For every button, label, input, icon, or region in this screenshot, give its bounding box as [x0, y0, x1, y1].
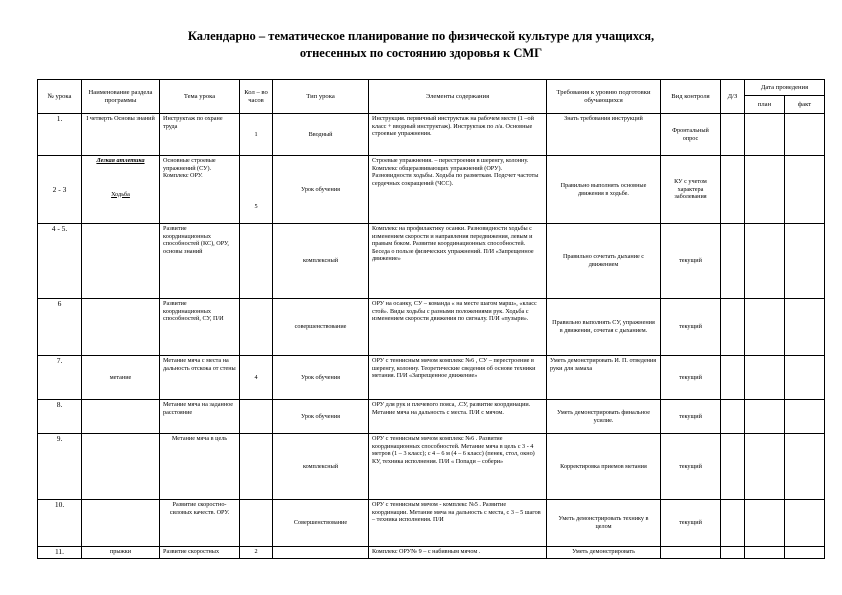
cell-elements: ОРУ с теннисным мячом - комплекс №5 . Развитие координации. Метание мяча на дальность с места, с 3 – 5 шагов – техника исполнения. П/И: [369, 500, 547, 547]
cell-plan: [745, 434, 785, 500]
document-title-line1: Календарно – тематическое планирование по физической культуре для учащихся,: [187, 29, 655, 43]
cell-fact: [785, 156, 825, 224]
table-row: [38, 114, 825, 156]
cell-topic: Развитие координационных способностей, СУ, П/И: [160, 299, 240, 356]
cell-type: [273, 547, 369, 559]
cell-control: текущий: [661, 356, 721, 400]
cell-section: метание: [82, 356, 160, 400]
header-type: Тип урока: [273, 80, 369, 114]
cell-hw: [721, 224, 745, 299]
cell-hw: [721, 434, 745, 500]
document-title-line2: отнесенных по состоянию здоровья к СМГ: [299, 46, 543, 60]
cell-fact: [785, 547, 825, 559]
cell-num: 6: [38, 299, 82, 356]
cell-elements: Строевые упражнения. – перестроения в шеренгу, колонну. Комплекс общеразвивающих упражнений (ОРУ). Разновидности ходьбы. Ходьба по разметкам. Подсчет частоты сердечных сокращений (ЧСС).: [369, 156, 547, 224]
cell-topic: Развитие скоростно-силовых качеств. ОРУ.: [160, 500, 240, 547]
cell-section: [82, 400, 160, 434]
table-row: [38, 356, 825, 400]
cell-fact: [785, 224, 825, 299]
cell-control: текущий: [661, 434, 721, 500]
cell-num: 7.: [38, 356, 82, 400]
cell-plan: [745, 500, 785, 547]
cell-hw: [721, 299, 745, 356]
cell-control: [661, 547, 721, 559]
cell-requirements: Правильно выполнять СУ, упражнения в движении, сочетая с дыханием.: [547, 299, 661, 356]
cell-plan: [745, 400, 785, 434]
cell-plan: [745, 356, 785, 400]
table-row: [38, 400, 825, 434]
cell-requirements: Правильно сочетать дыхание с движением: [547, 224, 661, 299]
cell-num: 10.: [38, 500, 82, 547]
cell-hw: [721, 156, 745, 224]
cell-section: [82, 500, 160, 547]
cell-requirements: Знать требования инструкций: [547, 114, 661, 156]
cell-section: [82, 434, 160, 500]
cell-fact: [785, 434, 825, 500]
header-plan: план: [745, 96, 785, 114]
cell-num: 2 - 3: [38, 156, 82, 224]
cell-type: Урок обучения: [273, 356, 369, 400]
header-elements: Элементы содержания: [369, 80, 547, 114]
table-row: [38, 547, 825, 559]
cell-num: 1.: [38, 114, 82, 156]
cell-section: [82, 224, 160, 299]
cell-topic: Инструктаж по охране труда: [160, 114, 240, 156]
cell-hw: [721, 500, 745, 547]
cell-hours: 2: [240, 547, 273, 559]
table-row: [38, 434, 825, 500]
header-topic: Тема урока: [160, 80, 240, 114]
cell-hours: 5: [240, 156, 273, 224]
cell-plan: [745, 156, 785, 224]
cell-num: 4 - 5.: [38, 224, 82, 299]
cell-requirements: Корректировка приемов метания: [547, 434, 661, 500]
cell-elements: ОРУ с теннисным мячом комплекс №6 , СУ – перестроение в шеренгу, колонну. Теоретические сведения об основе техники метания. П/И «Запрещенное движение»: [369, 356, 547, 400]
cell-type: Совершенствование: [273, 500, 369, 547]
cell-type: Урок обучения: [273, 156, 369, 224]
cell-control: КУ с учетом характера заболевания: [661, 156, 721, 224]
cell-fact: [785, 500, 825, 547]
cell-requirements: Уметь демонстрировать технику в целом: [547, 500, 661, 547]
cell-elements: ОРУ для рук и плечевого пояса, .СУ, развитие координации. Метание мяча на дальность с места. П/И с мячом.: [369, 400, 547, 434]
cell-num: 9.: [38, 434, 82, 500]
cell-hw: [721, 356, 745, 400]
header-fact: факт: [785, 96, 825, 114]
cell-hours: 1: [240, 114, 273, 156]
table-row: [38, 224, 825, 299]
header-hw: Д/З: [721, 80, 745, 114]
cell-hours: [240, 500, 273, 547]
cell-type: комплексный: [273, 224, 369, 299]
cell-section: [82, 156, 160, 224]
cell-control: текущий: [661, 224, 721, 299]
cell-fact: [785, 400, 825, 434]
cell-elements: Комплекс на профилактику осанки. Разновидности ходьбы с изменением скорости и направления передвижения, левым и правым боком. Развитие координационных способностей. Беседа о пользе физических упражнений. П/И «Запрещенное движение»: [369, 224, 547, 299]
cell-fact: [785, 114, 825, 156]
cell-hours: [240, 400, 273, 434]
cell-hours: [240, 299, 273, 356]
cell-topic: Метание мяча с места на дальность отскока от стены: [160, 356, 240, 400]
cell-elements: ОРУ на осанку, СУ – команда « на месте шагом марш», «класс стой». Виды ходьбы с разными положениями рук. Ходьба с изменением скорости движения по сигналу. П/И «пузыри».: [369, 299, 547, 356]
cell-plan: [745, 547, 785, 559]
cell-plan: [745, 224, 785, 299]
cell-topic: Метание мяча в цель: [160, 434, 240, 500]
cell-num: 8.: [38, 400, 82, 434]
cell-hours: 4: [240, 356, 273, 400]
cell-section: I четверть Основы знаний: [82, 114, 160, 156]
section-sublabel: Ходьба: [111, 190, 130, 198]
cell-hours: [240, 434, 273, 500]
cell-hw: [721, 114, 745, 156]
cell-control: Фронтальный опрос: [661, 114, 721, 156]
cell-requirements: Уметь демонстрировать финальное усилие.: [547, 400, 661, 434]
header-requirements: Требования к уровню подготовки обучающихся: [547, 80, 661, 114]
cell-topic: Метание мяча на заданное расстояние: [160, 400, 240, 434]
cell-type: Вводный: [273, 114, 369, 156]
cell-control: текущий: [661, 500, 721, 547]
section-label: Легкая атлетика: [96, 157, 145, 164]
cell-elements: ОРУ с теннисным мячом комплекс №6 . Развитие координационных способностей. Метание мяча в цель с 3 - 4 метров (1 – 3 класс); с 4 – 6 м (4 – 6 класс) (пенек, стол, окно) КУ, техника исполнения. П/И « Попади – собери»: [369, 434, 547, 500]
cell-hw: [721, 400, 745, 434]
header-date: Дата проведения: [745, 80, 825, 96]
cell-elements: Комплекс ОРУ№ 9 – с набивным мячом .: [369, 547, 547, 559]
cell-fact: [785, 299, 825, 356]
cell-control: текущий: [661, 299, 721, 356]
cell-plan: [745, 114, 785, 156]
cell-requirements: Уметь демонстрировать И. П. отведения руки для замаха: [547, 356, 661, 400]
plan-table: [37, 79, 825, 559]
cell-section: прыжки: [82, 547, 160, 559]
cell-section: [82, 299, 160, 356]
table-row: [38, 299, 825, 356]
header-section: Наименование раздела программы: [82, 80, 160, 114]
cell-num: 11.: [38, 547, 82, 559]
cell-topic: Развитие координационных способностей (КС), ОРУ, основы знаний: [160, 224, 240, 299]
cell-fact: [785, 356, 825, 400]
cell-type: комплексный: [273, 434, 369, 500]
cell-hw: [721, 547, 745, 559]
header-num: № урока: [38, 80, 82, 114]
cell-control: текущий: [661, 400, 721, 434]
cell-requirements: Правильно выполнять основные движения в ходьбе.: [547, 156, 661, 224]
cell-plan: [745, 299, 785, 356]
cell-type: Урок обучения: [273, 400, 369, 434]
cell-type: совершенствование: [273, 299, 369, 356]
table-row: [38, 500, 825, 547]
cell-hours: [240, 224, 273, 299]
cell-requirements: Уметь демонстрировать: [547, 547, 661, 559]
cell-topic: Основные строевые упражнений (СУ). Комплекс ОРУ.: [160, 156, 240, 224]
header-control: Вид контроля: [661, 80, 721, 114]
cell-topic: Развитие скоростных: [160, 547, 240, 559]
header-hours: Кол – во часов: [240, 80, 273, 114]
cell-elements: Инструкция. первичный инструктаж на рабочем месте (1 –ой класс + вводный инструктаж). Инструктаж по л/а. Основные строевые упражнения.: [369, 114, 547, 156]
table-row: [38, 156, 825, 224]
